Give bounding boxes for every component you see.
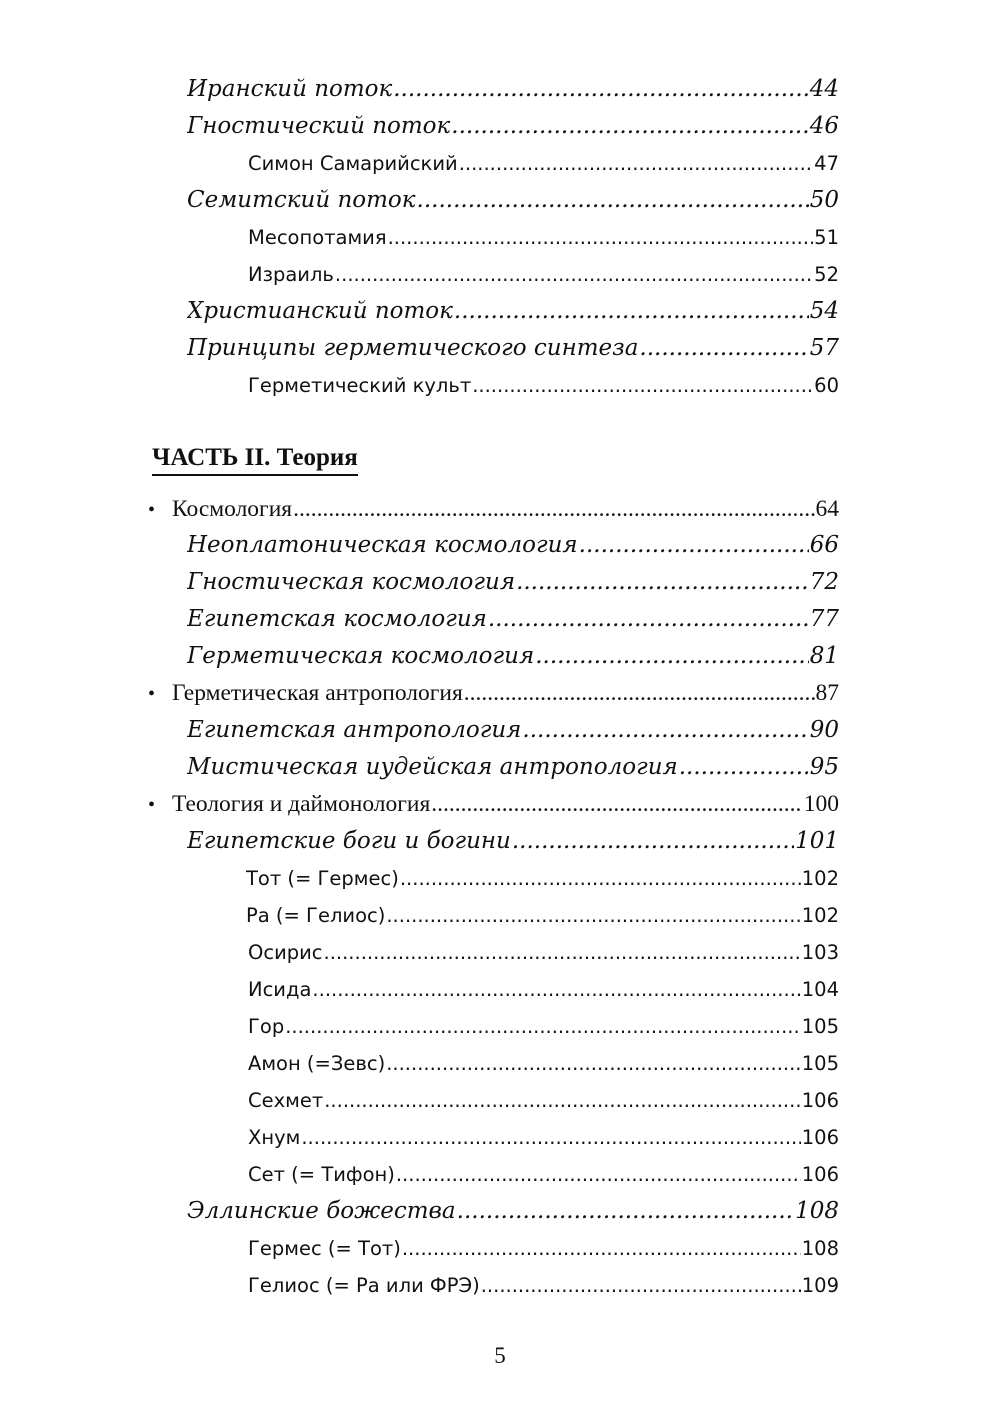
dot-leader [335, 263, 813, 286]
toc-entry-page: 46 [809, 113, 839, 139]
toc-entry-title: Герметическая космология [187, 643, 535, 669]
toc-entry-page: 101 [795, 828, 839, 854]
part-heading: ЧАСТЬ II. Теория [152, 444, 358, 476]
toc-entry-page: 106 [801, 1126, 839, 1149]
dot-leader [488, 606, 809, 632]
toc-entry [248, 941, 839, 971]
dot-leader [402, 1237, 801, 1260]
toc-entry-page: 54 [809, 298, 839, 324]
toc-entry-title: Герметический культ [248, 374, 472, 397]
toc-entry-title: Принципы герметического синтеза [187, 335, 639, 361]
toc-entry-page: 106 [801, 1089, 839, 1112]
toc-entry-page: 90 [809, 717, 839, 743]
toc-entry-page: 66 [809, 532, 839, 558]
bullet-icon: • [148, 499, 156, 521]
toc-entry [187, 643, 839, 677]
toc-entry-page: 106 [801, 1163, 839, 1186]
toc-entry-title: Гелиос (= Ра или ФРЭ) [248, 1274, 480, 1297]
dot-leader [481, 1274, 801, 1297]
toc-entry-title: Семитский поток [187, 187, 416, 213]
toc-entry-title: Израиль [248, 263, 334, 286]
dot-leader [386, 1052, 801, 1075]
toc-entry-page: 60 [814, 374, 839, 397]
dot-leader [454, 298, 809, 324]
toc-entry [187, 76, 839, 110]
toc-entry [248, 1089, 839, 1119]
dot-leader [512, 828, 794, 854]
toc-entry [248, 226, 839, 256]
dot-leader [639, 335, 808, 361]
page-number: 5 [494, 1343, 506, 1368]
toc-entry-title: Гор [248, 1015, 285, 1038]
dot-leader [535, 643, 809, 669]
toc-entry-page: 87 [815, 680, 839, 706]
toc-entry [187, 298, 839, 332]
toc-entry-page: 57 [809, 335, 839, 361]
toc-entry [246, 867, 839, 897]
bullet-icon: • [148, 683, 156, 705]
toc-entry [187, 1198, 839, 1232]
toc-entry-page: 108 [795, 1198, 839, 1224]
toc-entry [187, 569, 839, 603]
dot-leader [431, 791, 802, 818]
toc-entry-page: 104 [801, 978, 839, 1001]
toc-entry [187, 828, 839, 862]
toc-entry [248, 1052, 839, 1082]
toc-entry-title: Космология [172, 496, 293, 522]
toc-entry-page: 81 [809, 643, 839, 669]
toc-entry-title: Сет (= Тифон) [248, 1163, 395, 1186]
toc-entry-title: Египетская антропология [187, 717, 522, 743]
toc-entry [248, 1237, 839, 1267]
toc-entry-title: Ра (= Гелиос) [246, 904, 386, 927]
dot-leader [285, 1015, 801, 1038]
toc-entry-page: 105 [801, 1052, 839, 1075]
toc-entry [187, 187, 839, 221]
dot-leader [522, 717, 808, 743]
toc-entry-title: Тот (= Гермес) [246, 867, 399, 890]
toc-entry [248, 152, 839, 182]
toc-entry-title: Мистическая иудейская антропология [187, 754, 678, 780]
toc-entry-title: Месопотамия [248, 226, 387, 249]
dot-leader [516, 569, 809, 595]
toc-entry-title: Иранский поток [187, 76, 393, 102]
toc-entry-page: 103 [801, 941, 839, 964]
toc-entry-title: Хнум [248, 1126, 301, 1149]
toc-entry [187, 113, 839, 147]
toc-entry-title: Сехмет [248, 1089, 324, 1112]
toc-entry-title: Гностический поток [187, 113, 451, 139]
toc-entry-page: 44 [809, 76, 839, 102]
dot-leader [388, 226, 814, 249]
toc-entry [248, 1015, 839, 1045]
toc-entry-title: Христианский поток [187, 298, 453, 324]
toc-entry [248, 1274, 839, 1304]
toc-entry [187, 532, 839, 566]
dot-leader [324, 1089, 801, 1112]
toc-entry-page: 109 [801, 1274, 839, 1297]
toc-entry [248, 1126, 839, 1156]
toc-entry-page: 108 [801, 1237, 839, 1260]
toc-entry-title: Гностическая космология [187, 569, 516, 595]
toc-entry [187, 606, 839, 640]
toc-entry [148, 680, 839, 714]
dot-leader [324, 941, 801, 964]
dot-leader [301, 1126, 800, 1149]
toc-entry-title: Эллинские божества [187, 1198, 456, 1224]
dot-leader [417, 187, 809, 213]
toc-entry [187, 717, 839, 751]
dot-leader [312, 978, 800, 1001]
toc-entry [246, 904, 839, 934]
dot-leader [293, 496, 814, 523]
dot-leader [464, 680, 815, 707]
dot-leader [393, 76, 808, 102]
toc-entry-title: Неоплатоническая космология [187, 532, 578, 558]
toc-entry-page: 100 [803, 791, 839, 817]
toc-entry-title: Египетская космология [187, 606, 487, 632]
toc-entry-page: 102 [801, 867, 839, 890]
toc-entry-page: 52 [814, 263, 839, 286]
toc-entry-page: 102 [801, 904, 839, 927]
dot-leader [459, 152, 813, 175]
toc-entry-title: Теология и даймонология [172, 791, 431, 817]
dot-leader [457, 1198, 794, 1224]
toc-entry [148, 791, 839, 825]
toc-entry [148, 496, 839, 530]
toc-entry-page: 72 [809, 569, 839, 595]
dot-leader [472, 374, 813, 397]
dot-leader [396, 1163, 801, 1186]
dot-leader [579, 532, 809, 558]
toc-entry-page: 47 [814, 152, 839, 175]
dot-leader [400, 867, 801, 890]
dot-leader [679, 754, 809, 780]
toc-entry [187, 335, 839, 369]
toc-entry-page: 50 [809, 187, 839, 213]
toc-entry-page: 77 [809, 606, 839, 632]
toc-entry-title: Осирис [248, 941, 323, 964]
toc-entry-title: Амон (=Зевс) [248, 1052, 386, 1075]
toc-entry-title: Исида [248, 978, 312, 1001]
dot-leader [386, 904, 800, 927]
toc-entry-page: 51 [814, 226, 839, 249]
toc-entry [248, 263, 839, 293]
toc-entry-title: Симон Самарийский [248, 152, 458, 175]
toc-entry [248, 978, 839, 1008]
bullet-icon: • [148, 794, 156, 816]
toc-entry-title: Гермес (= Тот) [248, 1237, 401, 1260]
toc-entry-page: 95 [809, 754, 839, 780]
toc-entry-title: Египетские боги и богини [187, 828, 511, 854]
toc-entry [187, 754, 839, 788]
toc-entry [248, 374, 839, 404]
toc-entry [248, 1163, 839, 1193]
toc-entry-title: Герметическая антропология [172, 680, 463, 706]
toc-entry-page: 64 [815, 496, 839, 522]
dot-leader [451, 113, 808, 139]
toc-entry-page: 105 [801, 1015, 839, 1038]
